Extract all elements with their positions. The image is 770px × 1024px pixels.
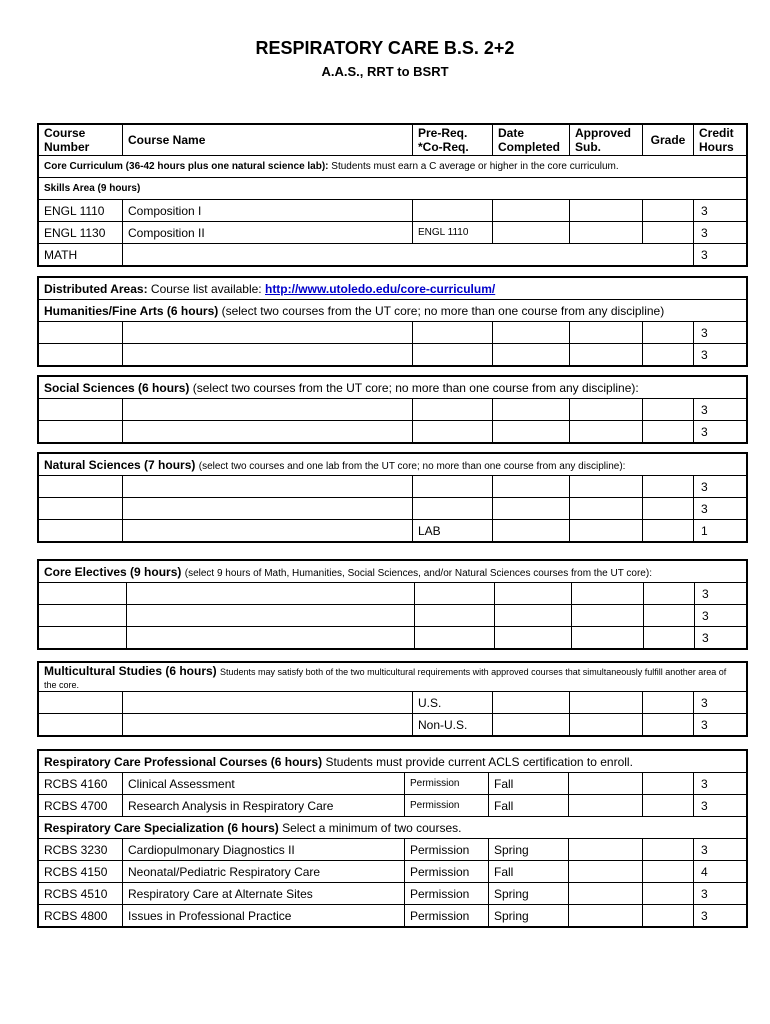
course-number: ENGL 1110 — [39, 200, 123, 222]
course-number-cell[interactable] — [39, 421, 123, 443]
credit-hours: 3 — [695, 605, 747, 627]
professional-courses-table — [38, 750, 747, 927]
skills-area-row — [39, 178, 747, 200]
prereq-cell[interactable] — [415, 627, 495, 649]
approved-sub-cell[interactable] — [569, 883, 643, 905]
course-number-cell[interactable] — [39, 714, 123, 736]
header-date-completed: Date Completed — [493, 125, 570, 156]
prereq-cell[interactable] — [413, 399, 493, 421]
course-number-cell[interactable] — [39, 322, 123, 344]
grade-cell[interactable] — [643, 839, 694, 861]
core-curriculum-label: Core Curriculum (36-42 hours plus one natural science lab): — [44, 161, 329, 172]
multicultural-studies-table — [38, 662, 747, 736]
approved-sub-cell[interactable] — [569, 861, 643, 883]
table-row — [39, 627, 747, 649]
skills-area-label: Skills Area (9 hours) — [39, 178, 747, 200]
approved-sub-cell[interactable] — [570, 520, 643, 542]
course-number: RCBS 4800 — [39, 905, 123, 927]
core-curriculum-link[interactable]: http://www.utoledo.edu/core-curriculum/ — [264, 281, 496, 296]
table-row — [39, 861, 747, 883]
credit-hours: 3 — [695, 627, 747, 649]
credit-hours: 1 — [694, 520, 747, 542]
core-electives-row — [39, 561, 747, 583]
distributed-areas-row — [39, 278, 747, 300]
date-completed-cell[interactable] — [493, 714, 570, 736]
credit-hours: 3 — [694, 399, 747, 421]
course-prereq: ENGL 1110 — [413, 222, 493, 244]
table-row — [39, 583, 747, 605]
specialization-row — [39, 817, 747, 839]
course-term: Spring — [489, 883, 569, 905]
multicultural-note — [39, 663, 747, 692]
date-completed-cell[interactable] — [495, 583, 572, 605]
prereq-cell[interactable] — [413, 421, 493, 443]
course-name-cell[interactable] — [127, 605, 415, 627]
natural-sciences-text: (select two courses and one lab from the UT core; no more than one course from any discipline): — [198, 460, 626, 472]
multicultural-type: Non-U.S. — [413, 714, 493, 736]
course-name: Neonatal/Pediatric Respiratory Care — [123, 861, 405, 883]
credit-hours: 3 — [695, 583, 747, 605]
humanities-note — [39, 300, 747, 322]
table-row — [39, 692, 747, 714]
social-sciences-label: Social Sciences (6 hours) — [44, 380, 190, 395]
course-term: Spring — [489, 839, 569, 861]
natural-sciences-label: Natural Sciences (7 hours) — [44, 457, 196, 472]
course-name: Clinical Assessment — [123, 773, 405, 795]
grade-cell[interactable] — [643, 795, 694, 817]
social-sciences-text: (select two courses from the UT core; no more than one course from any discipline): — [192, 380, 639, 395]
date-completed-cell[interactable] — [495, 605, 572, 627]
humanities-row — [39, 300, 747, 322]
course-number: RCBS 4150 — [39, 861, 123, 883]
approved-sub-cell[interactable] — [569, 773, 643, 795]
date-completed-cell[interactable] — [493, 498, 570, 520]
course-prereq: Permission — [405, 773, 489, 795]
distributed-areas-note — [39, 278, 747, 300]
grade-cell[interactable] — [643, 520, 694, 542]
natural-sciences-note — [39, 454, 747, 476]
grade-cell[interactable] — [643, 476, 694, 498]
table-row — [39, 399, 747, 421]
course-number: RCBS 3230 — [39, 839, 123, 861]
grade-cell[interactable] — [643, 222, 694, 244]
credit-hours: 3 — [694, 244, 747, 266]
grade-cell[interactable] — [643, 399, 694, 421]
core-electives-table — [38, 560, 747, 649]
course-prereq: Permission — [405, 905, 489, 927]
header-course-name: Course Name — [123, 125, 413, 156]
credit-hours: 3 — [694, 200, 747, 222]
course-number-cell[interactable] — [39, 627, 127, 649]
course-name-cell[interactable] — [123, 399, 413, 421]
professional-row — [39, 751, 747, 773]
table-row — [39, 883, 747, 905]
natural-sciences-row — [39, 454, 747, 476]
grade-cell[interactable] — [643, 498, 694, 520]
table-row — [39, 773, 747, 795]
table-row — [39, 421, 747, 443]
approved-sub-cell[interactable] — [570, 714, 643, 736]
social-sciences-row — [39, 377, 747, 399]
course-name: Issues in Professional Practice — [123, 905, 405, 927]
date-completed-cell[interactable] — [495, 627, 572, 649]
approved-sub-cell[interactable] — [569, 905, 643, 927]
social-sciences-note — [39, 377, 747, 399]
date-completed-cell[interactable] — [493, 222, 570, 244]
course-number-cell[interactable] — [39, 692, 123, 714]
credit-hours: 3 — [694, 222, 747, 244]
table-row — [39, 520, 747, 542]
course-prereq: Permission — [405, 861, 489, 883]
prereq-cell[interactable] — [413, 344, 493, 366]
course-name: Cardiopulmonary Diagnostics II — [123, 839, 405, 861]
course-term: Spring — [489, 905, 569, 927]
credit-hours: 3 — [694, 773, 747, 795]
approved-sub-cell[interactable] — [570, 399, 643, 421]
distributed-areas-label: Distributed Areas: — [44, 281, 148, 296]
table-row — [39, 905, 747, 927]
credit-hours: 3 — [694, 322, 747, 344]
prereq-cell[interactable] — [415, 583, 495, 605]
date-completed-cell[interactable] — [493, 692, 570, 714]
professional-text: Students must provide current ACLS certification to enroll. — [325, 754, 633, 769]
course-term: Fall — [489, 861, 569, 883]
credit-hours: 3 — [694, 421, 747, 443]
date-completed-cell[interactable] — [493, 399, 570, 421]
approved-sub-cell[interactable] — [570, 322, 643, 344]
approved-sub-cell[interactable] — [570, 421, 643, 443]
credit-hours: 3 — [694, 476, 747, 498]
approved-sub-cell[interactable] — [570, 692, 643, 714]
header-prereq: Pre-Req. *Co-Req. — [413, 125, 493, 156]
core-electives-label: Core Electives (9 hours) — [44, 564, 182, 579]
approved-sub-cell[interactable] — [572, 605, 644, 627]
header-course-number: Course Number — [39, 125, 123, 156]
core-curriculum-note — [39, 156, 747, 178]
course-name-cell[interactable] — [123, 344, 413, 366]
course-name: Composition II — [123, 222, 413, 244]
grade-cell[interactable] — [643, 421, 694, 443]
approved-sub-cell[interactable] — [570, 476, 643, 498]
grade-cell[interactable] — [643, 200, 694, 222]
course-name-cell[interactable] — [123, 476, 413, 498]
humanities-label: Humanities/Fine Arts (6 hours) — [44, 303, 219, 318]
date-completed-cell[interactable] — [493, 322, 570, 344]
course-number: MATH — [39, 244, 123, 266]
grade-cell[interactable] — [643, 773, 694, 795]
credit-hours: 3 — [694, 692, 747, 714]
course-name-cell[interactable] — [123, 244, 694, 266]
core-electives-note — [39, 561, 747, 583]
credit-hours: 3 — [694, 498, 747, 520]
approved-sub-cell[interactable] — [572, 583, 644, 605]
approved-sub-cell[interactable] — [570, 200, 643, 222]
core-curriculum-table — [38, 124, 747, 266]
approved-sub-cell[interactable] — [569, 839, 643, 861]
table-row — [39, 839, 747, 861]
grade-cell[interactable] — [644, 605, 695, 627]
date-completed-cell[interactable] — [493, 344, 570, 366]
specialization-label: Respiratory Care Specialization (6 hours) — [44, 820, 279, 835]
course-name-cell[interactable] — [123, 498, 413, 520]
grade-cell[interactable] — [643, 861, 694, 883]
approved-sub-cell[interactable] — [570, 498, 643, 520]
course-name-cell[interactable] — [123, 322, 413, 344]
course-number-cell[interactable] — [39, 476, 123, 498]
page-title: RESPIRATORY CARE B.S. 2+2 — [255, 38, 515, 58]
approved-sub-cell[interactable] — [570, 344, 643, 366]
header-grade: Grade — [643, 125, 694, 156]
table-row — [39, 476, 747, 498]
course-name-cell[interactable] — [123, 714, 413, 736]
course-name: Respiratory Care at Alternate Sites — [123, 883, 405, 905]
credit-hours: 3 — [694, 839, 747, 861]
course-number: RCBS 4160 — [39, 773, 123, 795]
course-number-cell[interactable] — [39, 399, 123, 421]
table-row — [39, 498, 747, 520]
multicultural-row — [39, 663, 747, 692]
grade-cell[interactable] — [644, 583, 695, 605]
grade-cell[interactable] — [643, 905, 694, 927]
table-row — [39, 222, 747, 244]
credit-hours: 3 — [694, 905, 747, 927]
lab-label: LAB — [413, 520, 493, 542]
date-completed-cell[interactable] — [493, 520, 570, 542]
specialization-text: Select a minimum of two courses. — [282, 820, 462, 835]
social-sciences-table — [38, 376, 747, 443]
grade-cell[interactable] — [643, 714, 694, 736]
table-row — [39, 605, 747, 627]
course-name: Research Analysis in Respiratory Care — [123, 795, 405, 817]
course-number-cell[interactable] — [39, 498, 123, 520]
professional-note — [39, 751, 747, 773]
course-name-cell[interactable] — [123, 520, 413, 542]
credit-hours: 3 — [694, 795, 747, 817]
multicultural-label: Multicultural Studies (6 hours) — [44, 664, 217, 678]
course-prereq — [413, 200, 493, 222]
prereq-cell[interactable] — [413, 498, 493, 520]
page-subtitle: A.A.S., RRT to BSRT — [321, 64, 449, 79]
specialization-note — [39, 817, 747, 839]
prereq-cell[interactable] — [413, 476, 493, 498]
prereq-cell[interactable] — [413, 322, 493, 344]
course-name-cell[interactable] — [127, 627, 415, 649]
table-row — [39, 200, 747, 222]
approved-sub-cell[interactable] — [569, 795, 643, 817]
core-electives-text: (select 9 hours of Math, Humanities, Social Sciences, and/or Natural Sciences courses from the UT core): — [184, 567, 652, 579]
course-number-cell[interactable] — [39, 520, 123, 542]
approved-sub-cell[interactable] — [572, 627, 644, 649]
grade-cell[interactable] — [643, 322, 694, 344]
course-term: Fall — [489, 795, 569, 817]
course-prereq: Permission — [405, 883, 489, 905]
credit-hours: 3 — [694, 344, 747, 366]
course-name-cell[interactable] — [123, 421, 413, 443]
header-credit-hours: Credit Hours — [694, 125, 747, 156]
header-approved-sub: Approved Sub. — [570, 125, 643, 156]
credit-hours: 4 — [694, 861, 747, 883]
course-number-cell[interactable] — [39, 605, 127, 627]
date-completed-cell[interactable] — [493, 421, 570, 443]
date-completed-cell[interactable] — [493, 476, 570, 498]
course-prereq: Permission — [405, 795, 489, 817]
table-row — [39, 244, 747, 266]
humanities-text: (select two courses from the UT core; no more than one course from any discipline) — [221, 303, 665, 318]
grade-cell[interactable] — [643, 344, 694, 366]
course-name-cell[interactable] — [123, 692, 413, 714]
grade-cell[interactable] — [643, 692, 694, 714]
core-curriculum-text: Students must earn a C average or higher in the core curriculum. — [331, 161, 619, 172]
course-number: RCBS 4510 — [39, 883, 123, 905]
course-prereq: Permission — [405, 839, 489, 861]
table-row — [39, 714, 747, 736]
natural-sciences-table — [38, 453, 747, 542]
course-name-cell[interactable] — [127, 583, 415, 605]
grade-cell[interactable] — [644, 627, 695, 649]
multicultural-type: U.S. — [413, 692, 493, 714]
approved-sub-cell[interactable] — [570, 222, 643, 244]
course-number-cell[interactable] — [39, 344, 123, 366]
course-number: ENGL 1130 — [39, 222, 123, 244]
prereq-cell[interactable] — [415, 605, 495, 627]
course-number: RCBS 4700 — [39, 795, 123, 817]
core-curriculum-row — [39, 156, 747, 178]
credit-hours: 3 — [694, 714, 747, 736]
table-row — [39, 795, 747, 817]
multicultural-text: Students may satisfy both of the two multicultural requirements with approved courses that simultaneously fulfill another area of the core. — [44, 667, 727, 690]
date-completed-cell[interactable] — [493, 200, 570, 222]
distributed-areas-text: Course list available: — [150, 281, 262, 296]
table-row — [39, 322, 747, 344]
grade-cell[interactable] — [643, 883, 694, 905]
professional-label: Respiratory Care Professional Courses (6 hours) — [44, 754, 323, 769]
course-term: Fall — [489, 773, 569, 795]
table-row — [39, 344, 747, 366]
course-name: Composition I — [123, 200, 413, 222]
credit-hours: 3 — [694, 883, 747, 905]
course-number-cell[interactable] — [39, 583, 127, 605]
distributed-areas-table — [38, 277, 747, 366]
header-row — [39, 125, 747, 156]
